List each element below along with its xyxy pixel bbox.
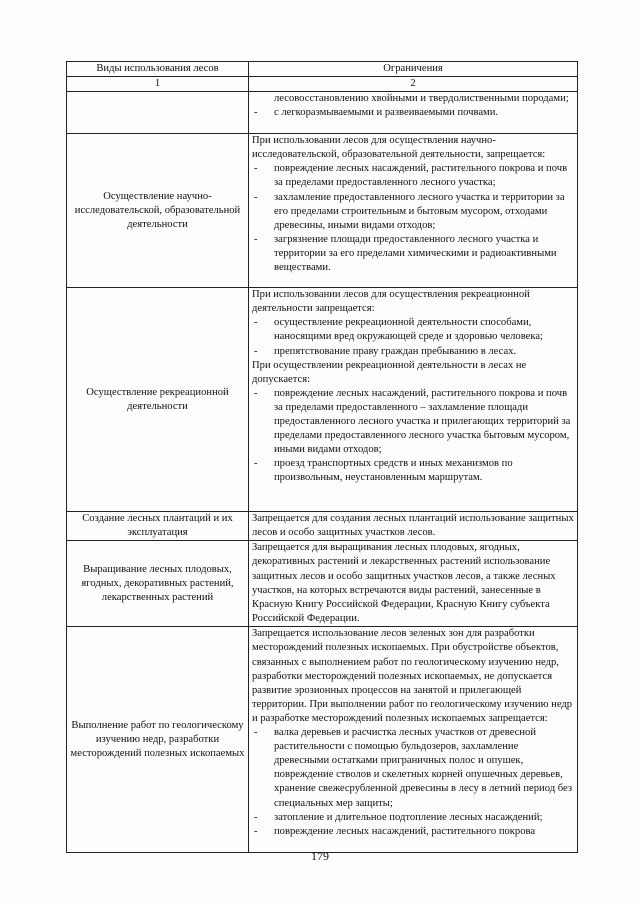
list-item xyxy=(252,345,574,359)
list-item xyxy=(252,92,574,106)
restriction-intro: Запрещается использование лесов зеленых зон для разработки месторождений полезных ископаемых. При обустройстве объектов, связанных с выполнением работ по геологическому изучению недр, разработки месторождений полезных ископаемых, не допускается развитие эрозионных процессов на занятой и прилегающей территории. При выполнении работ по геологическому изучению недр и разработке месторождений полезных ископаемых запрещается: xyxy=(252,628,573,724)
restriction-cell xyxy=(249,92,578,134)
list-item xyxy=(252,106,574,120)
list-item xyxy=(252,233,574,275)
list-marker: - xyxy=(254,107,258,119)
list-item xyxy=(252,726,574,811)
list-marker: - xyxy=(254,387,258,399)
list-item-text: с легкоразмываемыми и развеиваемыми почвами. xyxy=(274,107,499,119)
restriction-intro: При использовании лесов для осуществления рекреационной деятельности запрещается: xyxy=(252,289,530,315)
list-marker: - xyxy=(254,191,258,203)
list-item-text: загрязнение площади предоставленного лесного участка и территории за его пределами химическими и радиоактивными веществами. xyxy=(274,233,557,274)
activity-cell-empty xyxy=(67,92,249,134)
restriction-cell xyxy=(249,627,578,853)
restriction-intro: При использовании лесов для осуществления научно-исследовательской, образовательной деятельности, запрещается: xyxy=(252,135,546,161)
list-item xyxy=(252,825,574,839)
restrictions-table xyxy=(66,61,578,853)
list-item-text: повреждение лесных насаждений, растительного покрова и почв за пределами предоставленного лесного участка; xyxy=(274,163,568,189)
table-row xyxy=(67,541,578,627)
restriction-text: Запрещается для выращивания лесных плодовых, ягодных, декоративных растений и лекарственных растений использование защитных лесов и особо защитных участков лесов, а также лесных участков, на которых встречаются виды растений, занесенные в Красную Книгу Российской Федерации, Красную Книгу субъекта Российской Федерации. xyxy=(249,541,578,627)
list-item-text: осуществление рекреационной деятельности способами, наносящими вред окружающей среде и здоровью человека; xyxy=(274,317,543,343)
list-marker: - xyxy=(254,317,258,329)
list-item-text: препятствование праву граждан пребыванию в лесах. xyxy=(274,345,517,357)
list-marker: - xyxy=(254,458,258,470)
table-row xyxy=(67,92,578,134)
list-marker: - xyxy=(254,233,258,245)
list-item-text: повреждение лесных насаждений, растительного покрова xyxy=(274,825,536,837)
list-item xyxy=(252,162,574,190)
restriction-text: Запрещается для создания лесных плантаций использование защитных лесов и особо защитных участков лесов. xyxy=(249,512,578,541)
table-row xyxy=(67,627,578,853)
column-number-1: 1 xyxy=(67,77,249,92)
list-item xyxy=(252,811,574,825)
list-marker: - xyxy=(254,163,258,175)
list-item-text: повреждение лесных насаждений, растительного покрова и почв за пределами предоставленного – захламление площади предоставленного лесного участка и прилегающих территорий за пределами предоставленного лесного участка бытовым мусором, иными видами отходов; xyxy=(274,387,571,456)
list-item-text: затопление и длительное подтопление лесных насаждений; xyxy=(274,811,543,823)
list-item-text: захламление предоставленного лесного участка и территории за его пределами строительным и бытовым мусором, отходами древесины, иными видами отходов; xyxy=(274,191,565,231)
activity-name: Выращивание лесных плодовых, ягодных, декоративных растений, лекарственных растений xyxy=(67,541,249,627)
table-row xyxy=(67,512,578,541)
page-number: 179 xyxy=(311,849,329,863)
table-header-row xyxy=(67,62,578,77)
list-item xyxy=(252,316,574,344)
column-number-2: 2 xyxy=(249,77,578,92)
list-marker: - xyxy=(254,825,258,837)
restriction-intro: При осуществлении рекреационной деятельности в лесах не допускается: xyxy=(252,359,527,385)
activity-name: Создание лесных плантаций и их эксплуатация xyxy=(67,512,249,541)
list-item-text: валка деревьев и расчистка лесных участков от древесной растительности с помощью бульдозеров, захламление древесными остатками приграничных полос и опушек, повреждение стволов и скелетных корней опушечных деревьев, хранение свежесрубленной древесины в лесу в летний период без специальных мер защиты; xyxy=(274,727,573,809)
restriction-cell xyxy=(249,288,578,512)
list-marker: - xyxy=(254,811,258,823)
list-marker: - xyxy=(254,727,258,739)
restriction-cell xyxy=(249,134,578,288)
list-marker: - xyxy=(254,345,258,357)
activity-name: Осуществление рекреационной деятельности xyxy=(67,288,249,512)
list-item xyxy=(252,457,574,485)
list-item xyxy=(252,387,574,457)
list-item-text: проезд транспортных средств и иных механизмов по произвольным, неустановленным маршрутам. xyxy=(274,458,513,484)
activity-name: Выполнение работ по геологическому изучению недр, разработки месторождений полезных ископаемых xyxy=(67,627,249,853)
activity-name: Осуществление научно-исследовательской, образовательной деятельности xyxy=(67,134,249,288)
column-number-row xyxy=(67,77,578,92)
table-row xyxy=(67,134,578,288)
header-col2: Ограничения xyxy=(249,62,578,77)
header-col1: Виды использования лесов xyxy=(67,62,249,77)
list-item xyxy=(252,191,574,233)
list-item-text: лесовосстановлению хвойными и твердолиственными породами; xyxy=(274,93,569,105)
table-row xyxy=(67,288,578,512)
